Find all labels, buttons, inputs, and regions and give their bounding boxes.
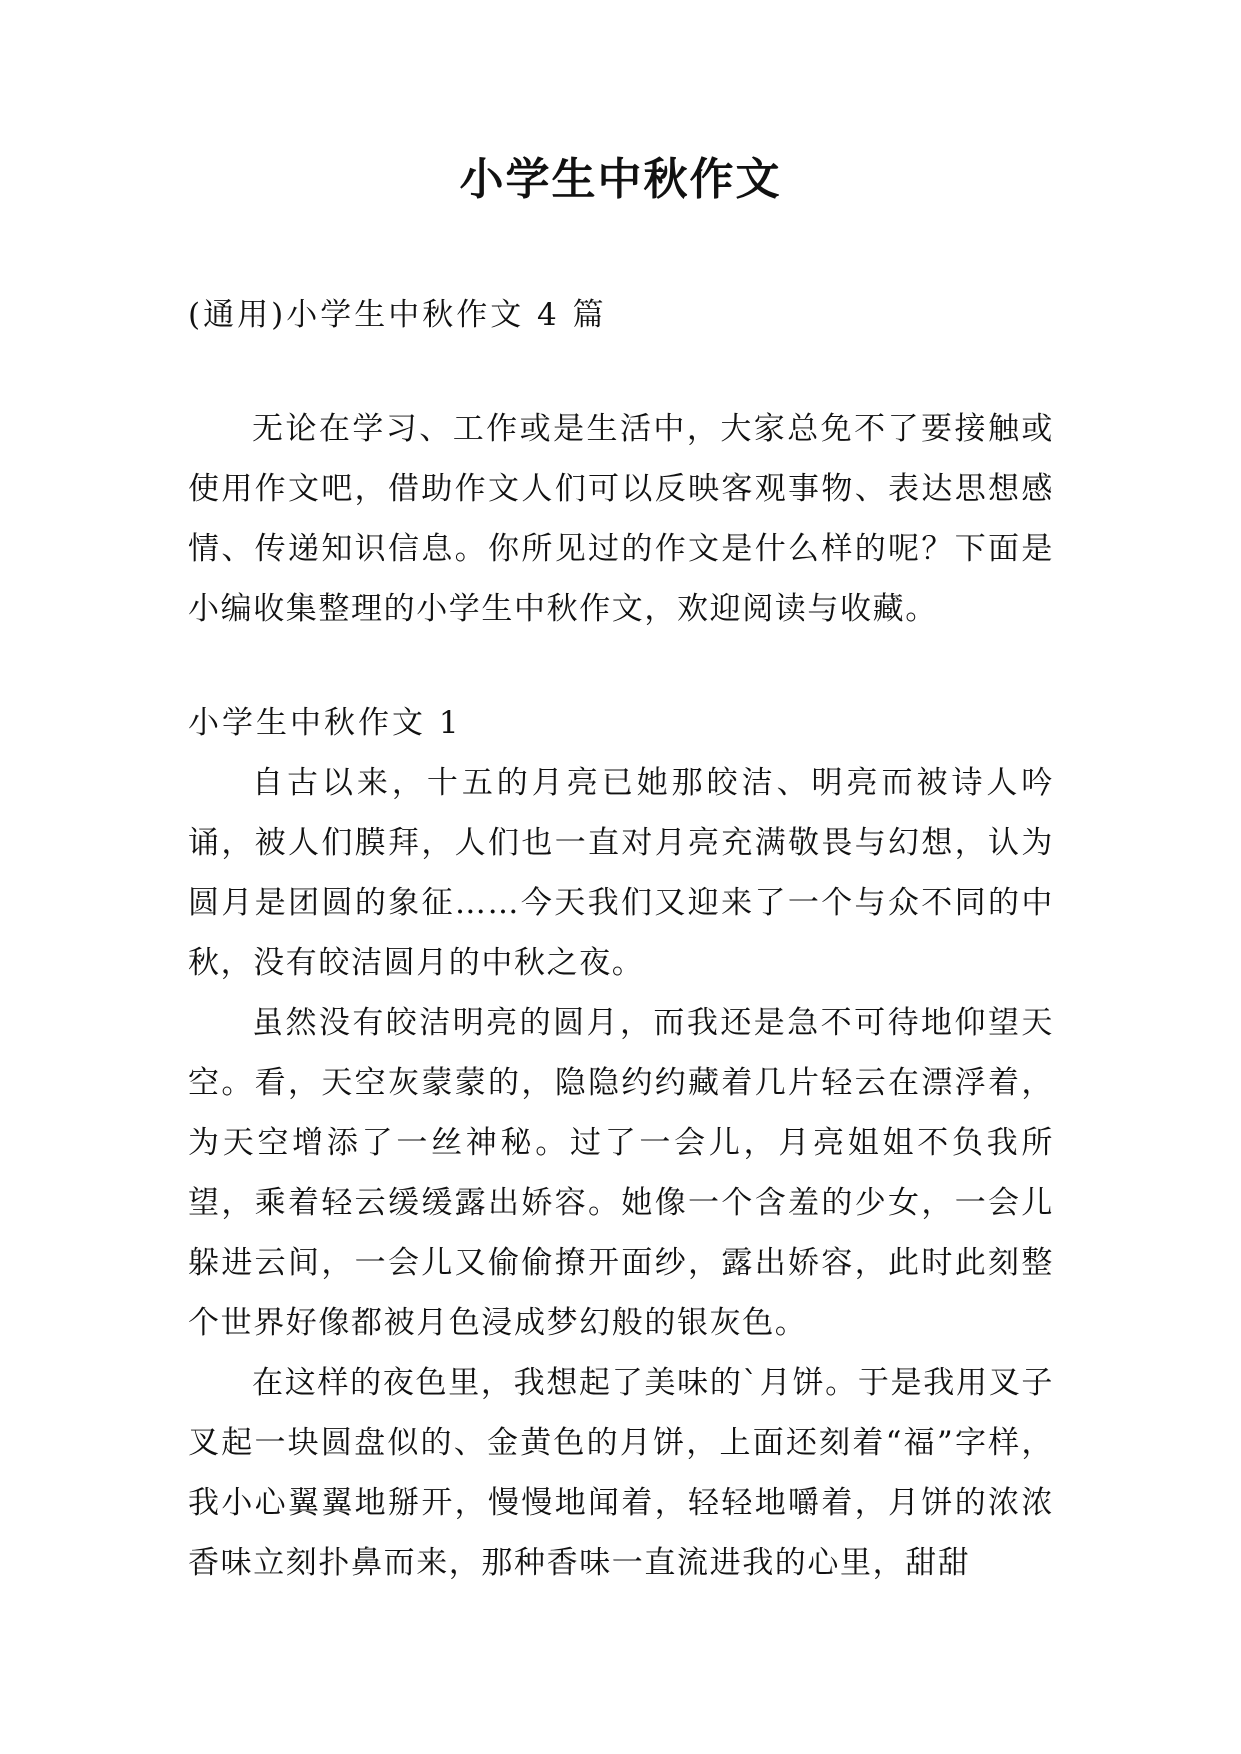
body-paragraph: 在这样的夜色里，我想起了美味的`月饼。于是我用叉子叉起一块圆盘似的、金黄色的月饼，上面还刻着“福”字样，我小心翼翼地掰开，慢慢地闻着，轻轻地嚼着，月饼的浓浓香味立刻扑鼻而来，那种香味一直流进我的心里，甜甜 xyxy=(188,1365,1054,1581)
body-paragraph: 虽然没有皎洁明亮的圆月，而我还是急不可待地仰望天空。看，天空灰蒙蒙的，隐隐约约藏着几片轻云在漂浮着，为天空增添了一丝神秘。过了一会儿，月亮姐姐不负我所望，乘着轻云缓缓露出娇容。她像一个含羞的少女，一会儿躲进云间，一会儿又偷偷撩开面纱，露出娇容，此时此刻整个世界好像都被月色浸成梦幻般的银灰色。 xyxy=(188,1005,1054,1341)
intro-paragraph: 无论在学习、工作或是生活中，大家总免不了要接触或使用作文吧，借助作文人们可以反映客观事物、表达思想感情、传递知识信息。你所见过的作文是什么样的呢？下面是小编收集整理的小学生中秋作文，欢迎阅读与收藏。 xyxy=(188,411,1054,627)
document-title: 小学生中秋作文 xyxy=(459,154,782,205)
body-paragraph: 自古以来，十五的月亮已她那皎洁、明亮而被诗人吟诵，被人们膜拜，人们也一直对月亮充满敬畏与幻想，认为圆月是团圆的象征……今天我们又迎来了一个与众不同的中秋，没有皎洁圆月的中秋之夜。 xyxy=(188,765,1054,981)
document-subtitle: (通用)小学生中秋作文 4 篇 xyxy=(188,297,607,333)
section-heading: 小学生中秋作文 1 xyxy=(188,705,462,741)
document-body xyxy=(188,285,1054,1593)
